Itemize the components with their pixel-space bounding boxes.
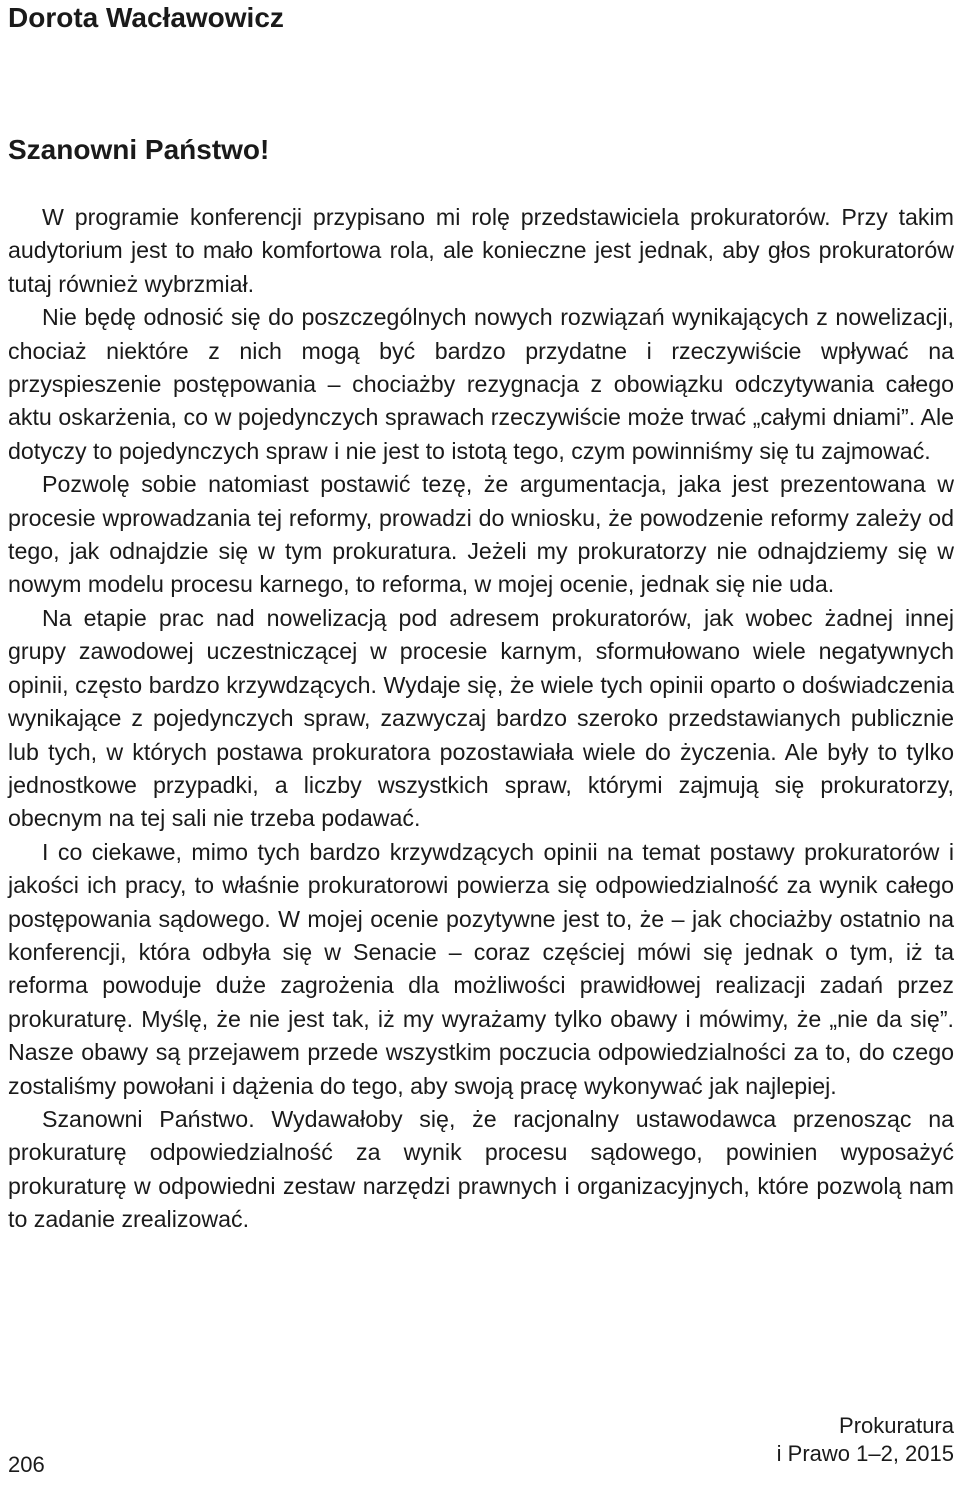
journal-issue: i Prawo 1–2, 2015 — [776, 1441, 954, 1466]
paragraph: Na etapie prac nad nowelizacją pod adresem prokuratorów, jak wobec żadnej innej grupy zawodowej uczestniczącej w procesie karnym, sformułowano wiele negatywnych opinii, często bardzo krzywdzących. Wydaje się, że wiele tych opinii oparto o doświadczenia wynikające z pojedynczych spraw, zazwyczaj bardzo szeroko przedstawianych publicznie lub tych, w których postawa prokuratora pozostawiała wiele do życzenia. Ale były to tylko jednostkowe przypadki, a liczby wszystkich spraw, którymi zajmują się prokuratorzy, obecnym na tej sali nie trzeba podawać. — [8, 604, 954, 832]
journal-title: Prokuratura — [839, 1413, 954, 1438]
paragraph: Nie będę odnosić się do poszczególnych nowych rozwiązań wynikających z nowelizacji, chociaż niektóre z nich mogą być bardzo przydatne i rzeczywiście wpływać na przyspieszenie postępowania – chociażby rezygnacja z obowiązku odczytywania całego aktu oskarżenia, co w pojedynczych sprawach rzeczywiście może trwać „całymi dniami”. Ale dotyczy to pojedynczych spraw i nie jest to istotą tego, czym powinniśmy się tu zajmować. — [8, 304, 954, 464]
salutation-heading: Szanowni Państwo! — [8, 134, 270, 165]
paragraph: I co ciekawe, mimo tych bardzo krzywdzących opinii na temat postawy prokuratorów i jakości ich pracy, to właśnie prokuratorowi powierza się odpowiedzialność za wynik całego postępowania sądowego. W mojej ocenie pozytywne jest to, że – jak chociażby ostatnio na konferencji, która odbyła się w Senacie – coraz częściej mówi się jednak o tym, iż ta reforma powoduje duże zagrożenia dla możliwości prawidłowej realizacji zadań przez prokuraturę. Myślę, że nie jest tak, iż my wyrażamy tylko obawy i mówimy, że „nie da się”. Nasze obawy są przejawem przede wszystkim poczucia odpowiedzialności za to, do czego zostaliśmy powołani i dążenia do tego, aby swoją pracę wykonywać jak najlepiej. — [8, 838, 954, 1099]
paragraph: Pozwolę sobie natomiast postawić tezę, że argumentacja, jaka jest prezentowana w procesie wprowadzania tej reformy, prowadzi do wniosku, że powodzenie reformy zależy od tego, jak odnajdzie się w tym prokuratura. Jeżeli my prokuratorzy nie odnajdziemy się w nowym modelu procesu karnego, to reforma, w mojej ocenie, jednak się nie uda. — [8, 471, 954, 598]
paragraph: Szanowni Państwo. Wydawałoby się, że racjonalny ustawodawca przenosząc na prokuraturę odpowiedzialność za wynik procesu sądowego, powinien wyposażyć prokuraturę w odpowiedni zestaw narzędzi prawnych i organizacyjnych, które pozwolą nam to zadanie zrealizować. — [8, 1105, 954, 1233]
author-name: Dorota Wacławowicz — [8, 2, 284, 33]
journal-footer — [777, 1412, 954, 1468]
paragraph: W programie konferencji przypisano mi rolę przedstawiciela prokuratorów. Przy takim audytorium jest to mało komfortowa rola, ale konieczne jest jednak, aby głos prokuratorów tutaj również wybrzmiał. — [8, 204, 954, 297]
page-number: 206 — [8, 1452, 45, 1477]
article-body — [8, 201, 954, 1237]
